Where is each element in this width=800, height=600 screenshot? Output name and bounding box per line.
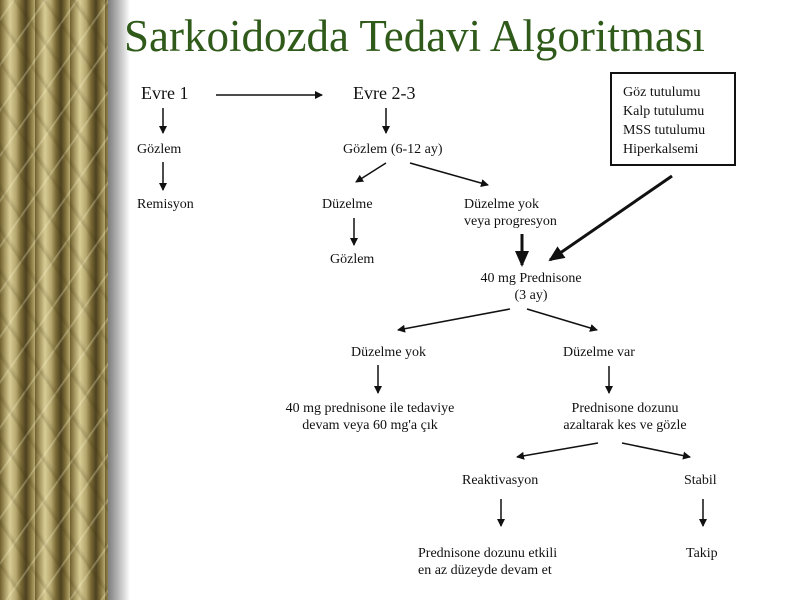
node-reaktivasyon: Reaktivasyon [462, 473, 539, 488]
node-gozlem-mid: Gözlem [330, 252, 375, 267]
node-evre-1: Evre 1 [141, 83, 189, 103]
node-remisyon: Remisyon [137, 197, 194, 212]
node-duzelme-yok: Düzelme yok [351, 345, 427, 360]
box-line-kalp: Kalp tutulumu [623, 104, 705, 119]
node-duzelme-var: Düzelme var [563, 345, 635, 360]
node-duzelme: Düzelme [322, 197, 373, 212]
node-evre-2-3: Evre 2-3 [353, 83, 416, 103]
arrow-taper-to-reaktivasyon [517, 443, 598, 457]
node-lowest-effective-dose: Prednisone dozunu etkili en az düzeyde devam et [418, 546, 558, 578]
box-line-goz: Göz tutulumu [623, 85, 701, 100]
node-duzelme-yok-progresyon: Düzelme yok veya progresyon [464, 197, 557, 229]
slide-title: Sarkoidozda Tedavi Algoritması [124, 11, 705, 61]
arrow-box-to-prednisone [550, 176, 672, 260]
node-takip: Takip [686, 546, 718, 561]
node-gozlem-left: Gözlem [137, 142, 182, 157]
box-line-mss: MSS tutulumu [623, 123, 706, 138]
arrow-prednisone-to-duzelme-var [527, 309, 597, 330]
arrow-gozlem612-to-duzelme [356, 163, 386, 182]
node-taper-and-observe: Prednisone dozunu azaltarak kes ve gözle [563, 401, 687, 433]
node-prednisone-40mg: 40 mg Prednisone (3 ay) [480, 271, 582, 303]
node-stabil: Stabil [684, 473, 717, 488]
arrow-prednisone-to-duzelme-yok [398, 309, 510, 330]
arrow-taper-to-stabil [622, 443, 690, 457]
node-continue-or-increase: 40 mg prednisone ile tedaviye devam veya 60 mg'a çık [285, 401, 455, 433]
arrow-gozlem612-to-progresyon [410, 163, 488, 185]
node-gozlem-6-12: Gözlem (6-12 ay) [343, 142, 443, 157]
box-line-hiperkalsemi: Hiperkalsemi [623, 142, 699, 157]
